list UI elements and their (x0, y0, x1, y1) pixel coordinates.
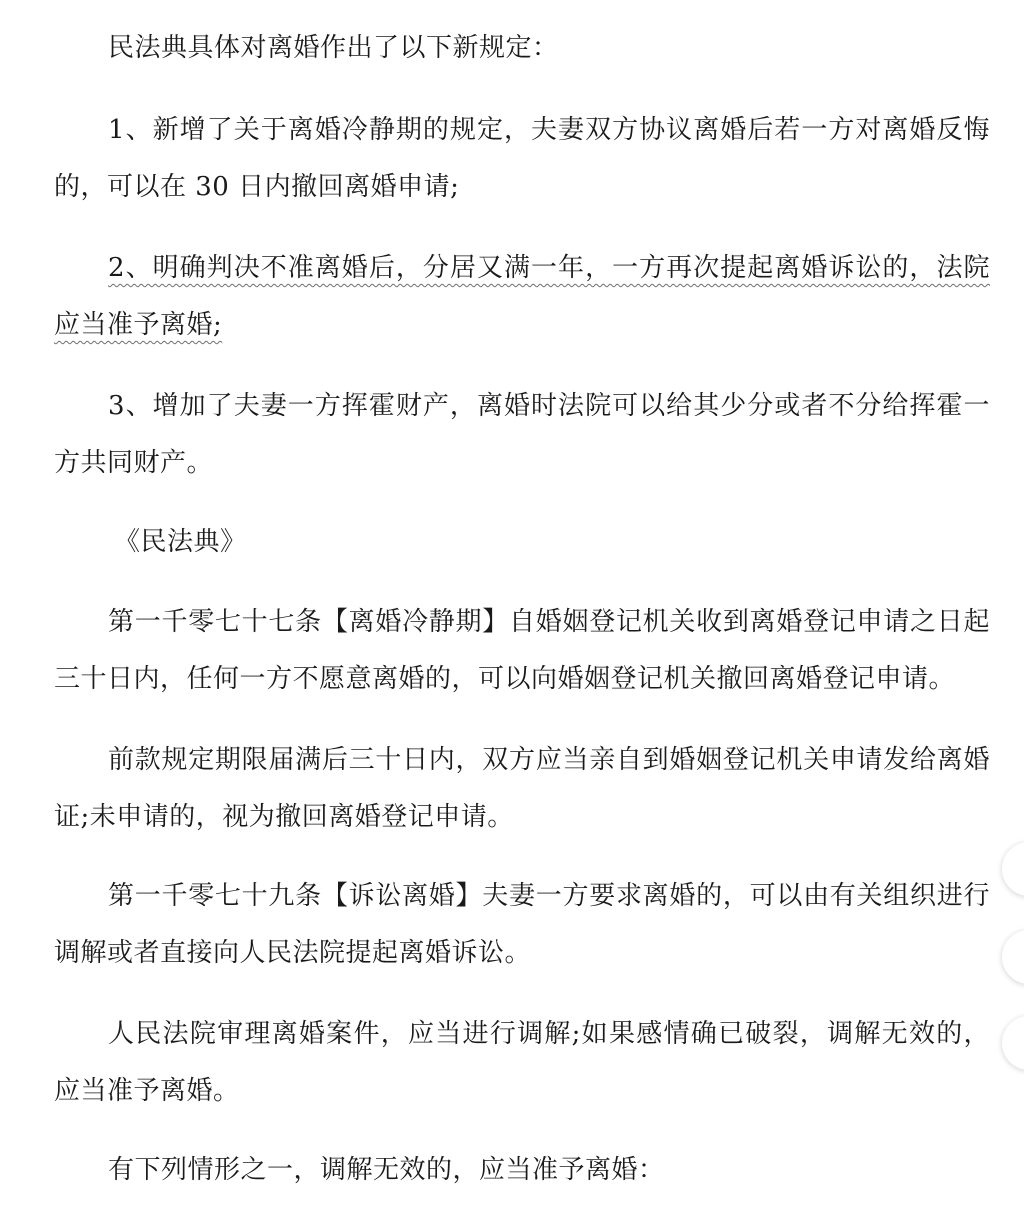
rule-item-3: 3、增加了夫妻一方挥霍财产，离婚时法院可以给其少分或者不分给挥霍一方共同财产。 (54, 391, 990, 478)
rule-item-1: 1、新增了关于离婚冷静期的规定，夫妻双方协议离婚后若一方对离婚反悔的，可以在 30 日内撤回离婚申请; (54, 115, 990, 202)
article-1077-second-clause: 前款规定期限届满后三十日内，双方应当亲自到婚姻登记机关申请发给离婚证;未申请的，视为撤回离婚登记申请。 (54, 745, 990, 832)
article-1079: 第一千零七十九条【诉讼离婚】夫妻一方要求离婚的，可以由有关组织进行调解或者直接向人民法院提起离婚诉讼。 (54, 881, 990, 968)
floating-side-button-1[interactable] (1002, 842, 1024, 896)
court-mediation-paragraph: 人民法院审理离婚案件，应当进行调解;如果感情确已破裂，调解无效的，应当准予离婚。 (54, 1019, 990, 1106)
floating-side-button-3[interactable] (1002, 1016, 1024, 1070)
divorce-grounds-intro: 有下列情形之一，调解无效的，应当准予离婚： (108, 1155, 665, 1185)
source-title: 《民法典》 (114, 527, 247, 557)
intro-paragraph: 民法典具体对离婚作出了以下新规定： (108, 33, 559, 63)
article-1077: 第一千零七十七条【离婚冷静期】自婚姻登记机关收到离婚登记申请之日起三十日内，任何一方不愿意离婚的，可以向婚姻登记机关撤回离婚登记申请。 (54, 607, 990, 694)
spellcheck-underlined-text[interactable]: 2、明确判决不准离婚后，分居又满一年，一方再次提起离婚诉讼的，法院应当准予离婚; (54, 253, 990, 340)
rule-item-2 (54, 240, 990, 354)
floating-side-button-2[interactable] (1002, 930, 1024, 984)
